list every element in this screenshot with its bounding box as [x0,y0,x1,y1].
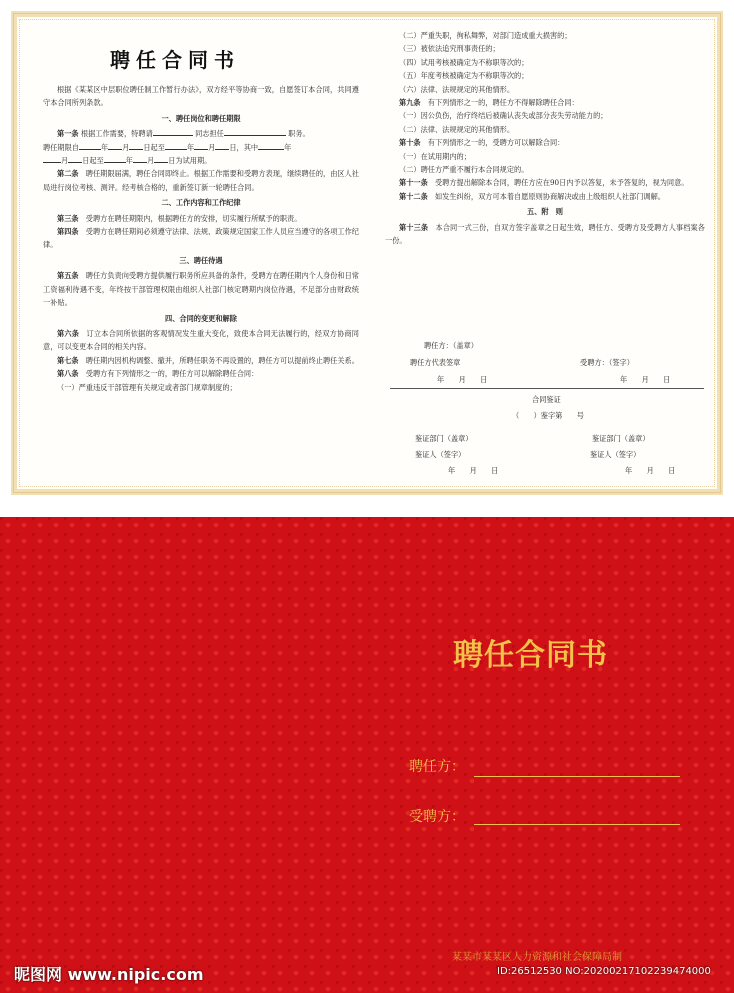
blank-line [258,141,284,150]
article-8 [43,367,359,380]
blank-line [129,141,143,150]
cover-issuer: 某某市某某区人力资源和社会保障局制 [452,952,622,963]
employee-sign-label: 受聘方：（签字） [580,358,634,367]
article-12 [385,190,705,203]
blank-line [224,127,286,136]
right-column [385,29,705,248]
article-8-item-5: （五）年度考核被确定为不称职等次的； [399,71,529,81]
date-unit: 年 [186,142,195,152]
date-unit: 月 [208,142,216,152]
article-4 [43,225,359,252]
date-unit: 月 [122,142,130,152]
article-10-item-2: （二）聘任方严重不履行本合同规定的。 [399,165,529,175]
blank-line [154,154,168,163]
article-label: 第三条 [57,213,79,223]
article-8-item-6: （六）法律、法规规定的其他情形。 [399,84,515,94]
employer-rep-label: 聘任方代表签章 [410,358,461,367]
article-text: 订立本合同所依据的客观情况发生重大变化，致使本合同无法履行的，经双方协商同意，可以变更本合同的相关内容。 [43,328,359,352]
article-text: 有下列情形之一的，受聘方可以解除合同： [427,138,565,148]
article-text: 受聘方有下列情形之一的，聘任方可以解除聘任合同： [85,369,259,379]
article-label: 第五条 [57,271,79,281]
cover-title: 聘任合同书 [453,638,608,673]
article-8-item-4: （四）试用考核被确定为不称职等次的； [399,57,529,67]
article-text: 受聘方在聘任期间必须遵守法律、法规、政策规定国家工作人员应当遵守的各项工作纪律。 [43,227,359,250]
article-10-item-1: （一）在试用期内的； [399,151,471,161]
verification-dept-right: 鉴证部门（盖章） [592,434,650,443]
document-title: 聘任合同书 [110,48,240,72]
article-text: 同志担任 [195,129,224,139]
blank-line [43,154,61,163]
article-label: 第一条 [57,129,79,139]
blank-line [165,141,187,150]
verification-date-left: 年 月 日 [448,466,499,475]
cover-employee-line [474,824,680,825]
verification-dept-left: 鉴证部门（盖章） [415,434,473,443]
article-label: 第十二条 [399,191,428,201]
date-unit: 日，其中 [229,142,259,152]
cover-employee-label: 受聘方： [409,809,465,825]
date-unit: 月 [61,156,69,166]
date-unit: 年 [284,142,292,152]
article-8-item-2: （二）严重失职，徇私舞弊，对部门造成重大损害的； [399,31,572,40]
employer-seal-label: 聘任方：（盖章） [424,341,478,350]
preamble: 根据《某某区中层职位聘任制工作暂行办法》，双方经平等协商一致，自愿签订本合同，共同遵守本合同所列条款。 [43,85,359,108]
verification-person-left: 鉴证人（签字） [415,450,466,459]
article-label: 第十一条 [399,178,428,188]
article-11 [385,176,705,189]
article-9-item-1: （一）因公负伤，治疗终结后被确认丧失或部分丧失劳动能力的； [399,111,608,121]
article-text: 本合同一式三份，自双方签字盖章之日起生效，聘任方、受聘方及受聘方人事档案各一份。 [385,222,705,246]
section-heading-3: 三、聘任待遇 [179,255,223,265]
blank-line [133,154,147,163]
article-label: 第二条 [57,169,79,179]
article-text: 聘任期限届满，聘任合同即终止。根据工作需要和受聘方表现，继续聘任的，由区人社局进行岗位考核、测评。经考核合格的，重新签订新一轮聘任合同。 [43,169,359,192]
article-label: 第六条 [57,328,80,338]
article-5 [43,269,359,309]
cover-employer-line [474,776,680,777]
date-unit: 日起至 [82,156,104,166]
article-8-item-3: （三）被依法追究刑事责任的； [399,44,500,54]
article-text: 聘任期内因机构调整、撤并，所聘任职务不再设置的，聘任方可以提前终止聘任关系。 [85,355,359,365]
article-label: 第十三条 [399,222,429,232]
article-text: 如发生纠纷，双方可本着自愿原则协商解决或由上级组织人社部门调解。 [434,191,665,201]
watermark-logo: 昵图网 www.nipic.com [14,965,204,984]
article-label: 第十条 [399,138,421,148]
article-3 [43,212,359,225]
cover-employer-label: 聘任方： [409,759,465,775]
article-10 [385,136,705,149]
section-heading-2: 二、工作内容和工作纪律 [161,198,241,208]
article-7 [43,354,359,367]
blank-line [153,127,193,136]
blank-line [108,141,122,150]
contract-cover [0,517,734,993]
watermark-id: ID:26512530 NO:20200217102239474000 [497,966,711,977]
article-2 [43,167,359,194]
date-unit: 年 [125,156,133,166]
article-text: 受聘方提出解除本合同，聘任方应在90日内予以答复，未予答复的，视为同意。 [434,178,689,188]
blank-line [194,141,208,150]
article-text: 有下列情形之一的，聘任方不得解除聘任合同： [427,98,579,108]
section-heading-1: 一、聘任岗位和聘任期限 [161,113,241,123]
article-1 [43,127,359,140]
blank-line [79,141,101,150]
section-heading-5: 五、附 则 [527,207,563,217]
employee-date: 年 月 日 [620,375,671,384]
blank-line [104,154,126,163]
blank-line [215,141,229,150]
article-label: 第八条 [57,369,79,379]
blank-line [68,154,82,163]
date-unit: 日起至 [143,142,165,152]
article-text: 聘任期限自 [43,142,79,152]
article-text: 职务。 [288,129,310,139]
verification-number: （ ）鉴字第 号 [512,411,584,420]
divider-line [390,388,704,389]
article-label: 第七条 [57,355,79,365]
article-6 [43,327,359,354]
verification-person-right: 鉴证人（签字） [590,450,641,459]
article-9 [385,96,705,109]
date-unit: 年 [100,142,109,152]
article-text: 根据工作需要，特聘请 [80,129,153,139]
article-13 [385,221,705,248]
left-column [43,53,359,394]
article-text: 受聘方在聘任期限内，根据聘任方的安排，切实履行所赋予的职责。 [85,213,302,223]
article-label: 第四条 [57,227,79,237]
article-label: 第九条 [399,98,421,108]
article-text: 聘任方负责向受聘方提供履行职务所应具备的条件，受聘方在聘任期内个人身份和日常工资福利待遇不变，年终按干部管理权限由组织人社部门核定聘期内岗位待遇，不足部分由财政统一补贴。 [43,271,359,308]
verification-date-right: 年 月 日 [625,466,676,475]
date-unit: 月 [146,156,155,166]
article-8-item-1: （一）严重违反干部管理有关规定或者部门规章制度的； [57,382,237,392]
article-1-period [43,141,359,168]
section-heading-4: 四、合同的变更和解除 [165,313,237,323]
employer-date: 年 月 日 [437,375,488,384]
date-unit: 日为试用期。 [168,156,212,166]
verification-title: 合同鉴证 [532,395,561,404]
article-9-item-2: （二）法律、法规规定的其他情形。 [399,124,515,134]
